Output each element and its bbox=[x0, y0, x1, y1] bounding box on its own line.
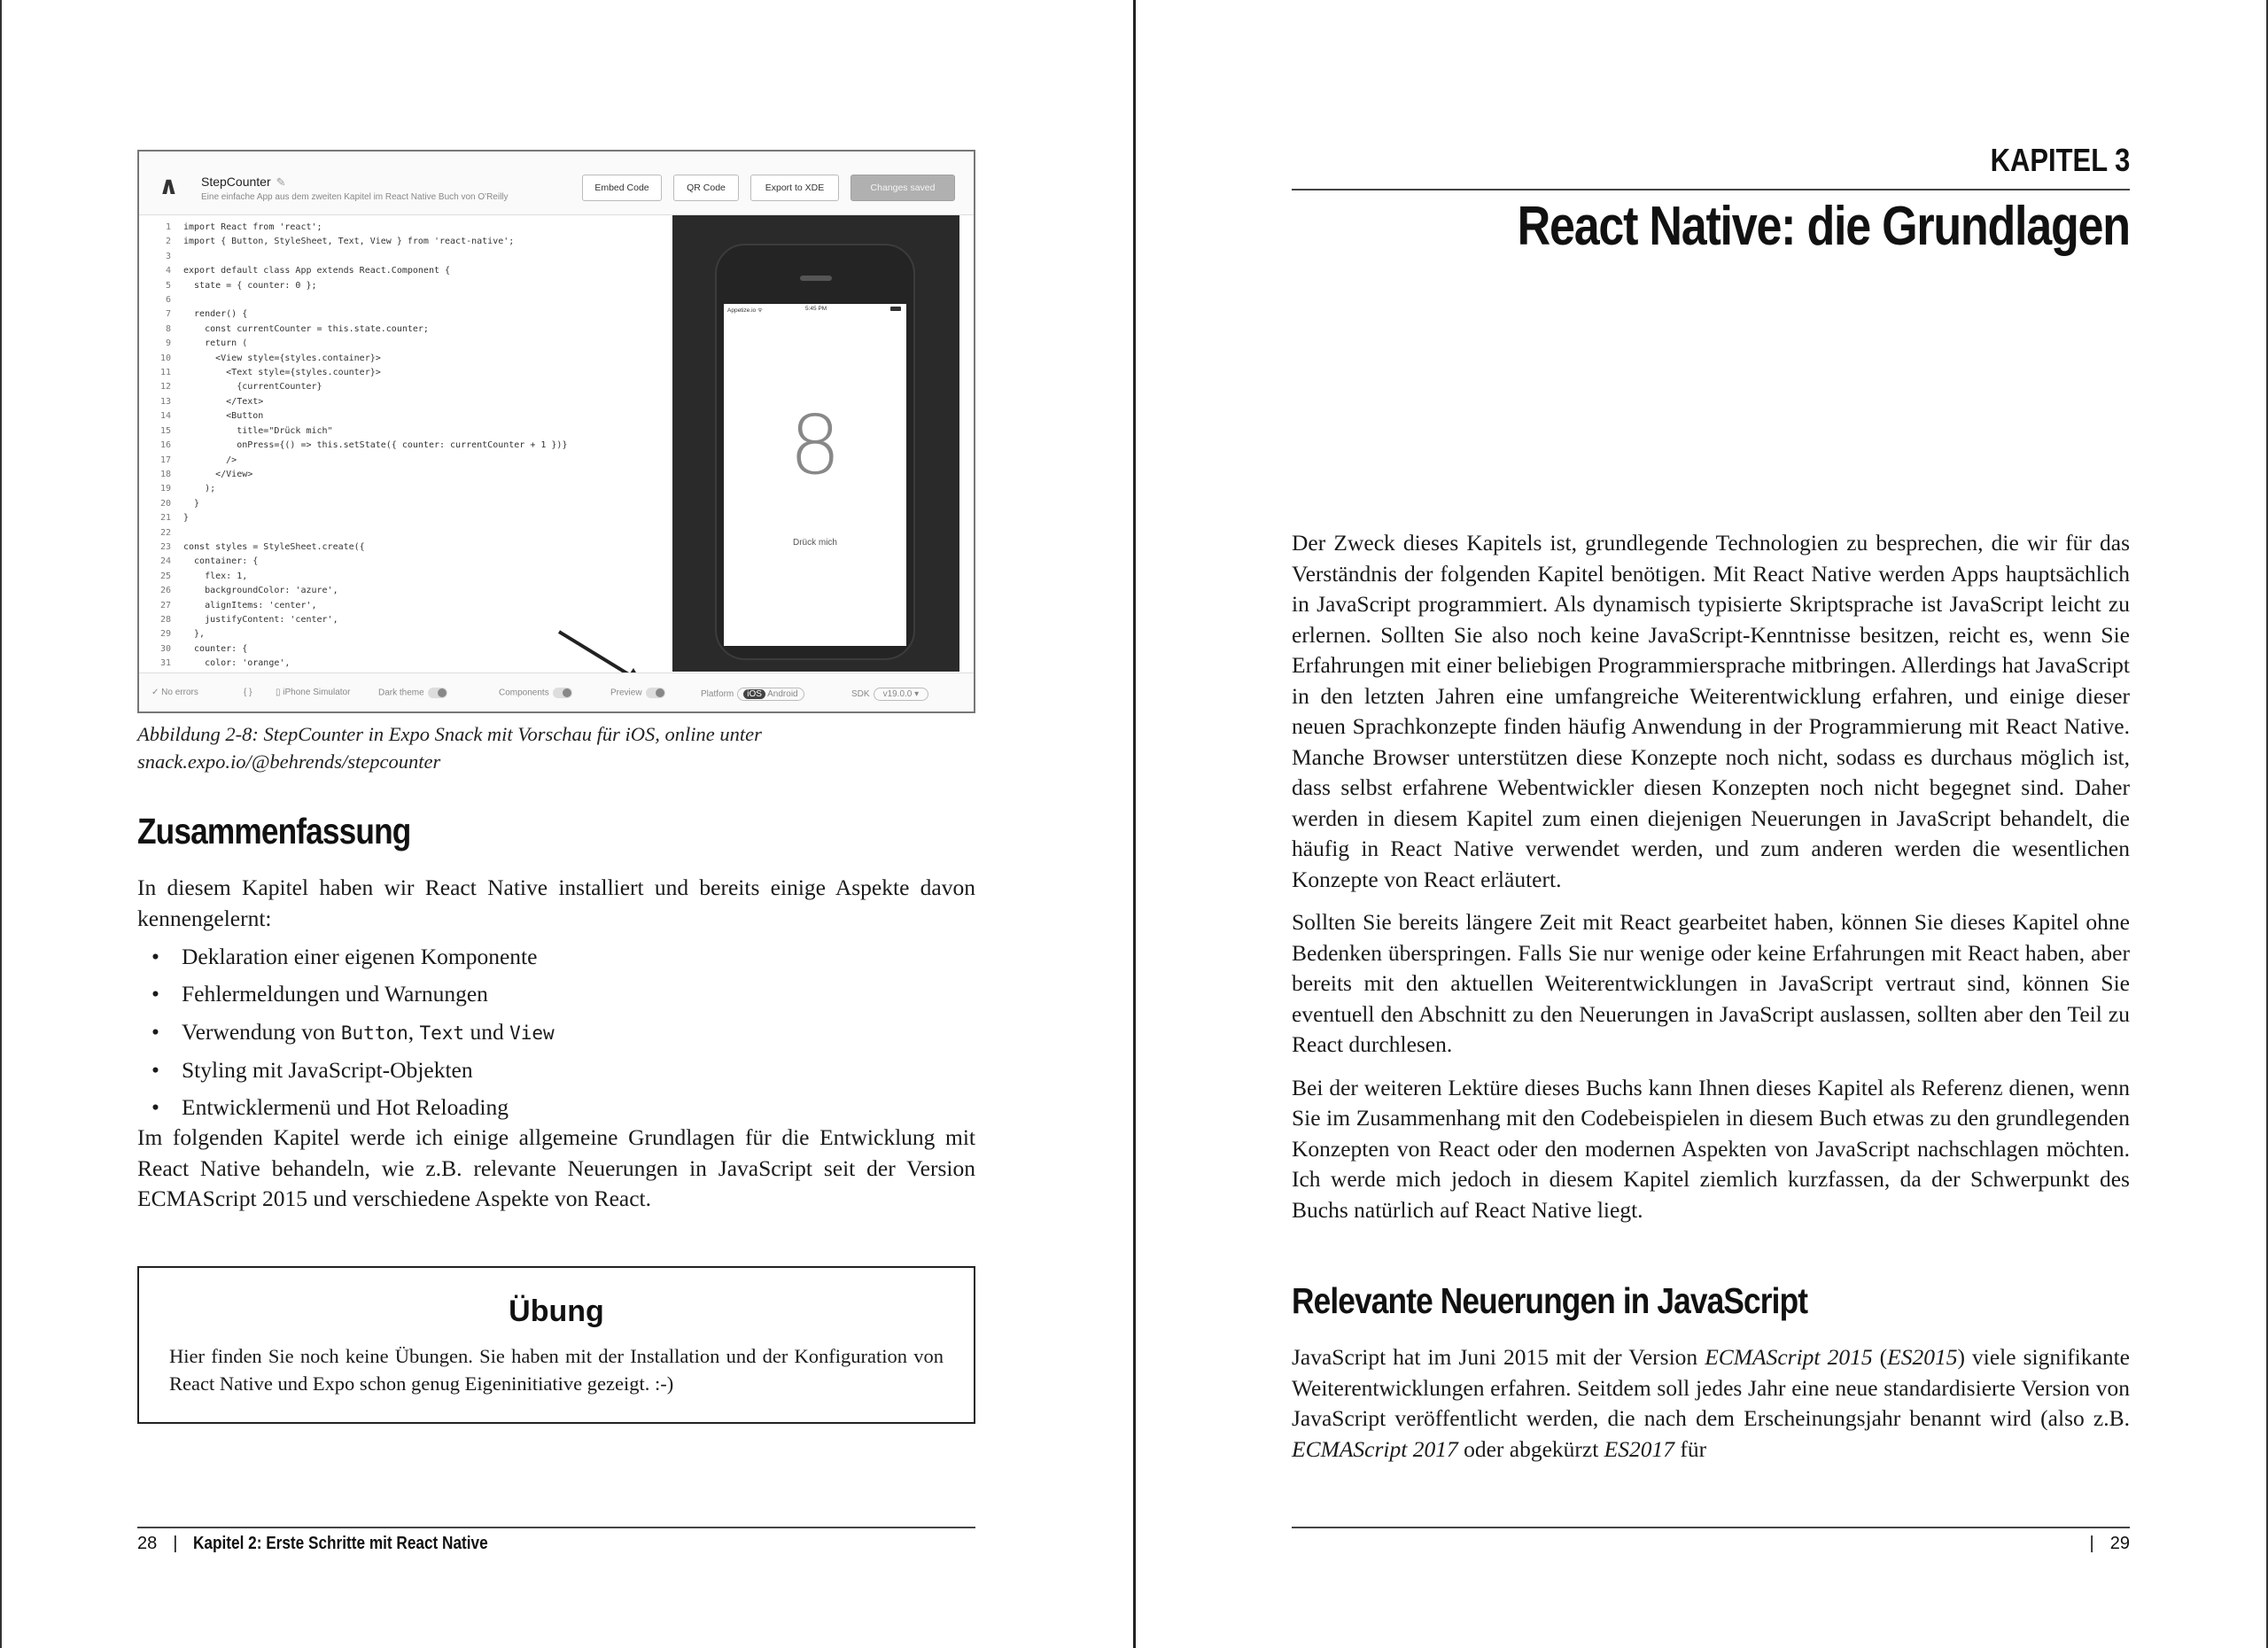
code-line bbox=[150, 657, 681, 671]
platform-ios: iOS bbox=[743, 689, 765, 699]
code-text: justifyContent: 'center', bbox=[183, 614, 338, 625]
emphasis: ES2015 bbox=[1887, 1344, 1958, 1370]
line-number: 20 bbox=[159, 498, 171, 509]
code-line bbox=[150, 454, 681, 468]
expo-snack-screenshot bbox=[137, 150, 975, 713]
line-number: 17 bbox=[159, 455, 171, 465]
sdk-label: SDK bbox=[851, 689, 870, 699]
phone-speaker bbox=[800, 276, 832, 281]
code-text: }, bbox=[183, 629, 206, 640]
code-line bbox=[150, 497, 681, 511]
paragraph: Bei der weiteren Lektüre dieses Buchs kann Ihnen dieses Kapitel als Referenz dienen, wenn Sie im Zusammenhang mit den Codebeispielen in diesem Buch etwas zu den grundlegenden Konzepten von React oder den modernen Aspekten von JavaScript nachschlagen möchten. Ich werde mich jedoch in diesem Kapitel ziemlich kurzfassen, da der Schwerpunkt des Buchs natürlich auf React Native liegt. bbox=[1292, 1074, 2130, 1223]
code-line bbox=[150, 570, 681, 584]
page-footer-left bbox=[137, 1534, 536, 1554]
snack-bottom-bar bbox=[139, 672, 974, 711]
exercise-text: Hier finden Sie noch keine Übungen. Sie haben mit der Installation und der Konfiguration von React Native und Expo schon genug Eigeninitiative gezeigt. :-) bbox=[169, 1345, 944, 1395]
counter-display: 8 bbox=[788, 398, 842, 493]
code-text: counter: { bbox=[183, 643, 248, 654]
emphasis: ECMAScript 2015 bbox=[1705, 1344, 1873, 1370]
chapter-label: KAPITEL 3 bbox=[1990, 142, 2130, 178]
code-text: import { Button, StyleSheet, Text, View } from 'react-native'; bbox=[183, 237, 515, 247]
code-text: </Text> bbox=[183, 396, 264, 407]
line-number: 4 bbox=[165, 266, 171, 276]
code-text: onPress={() => this.setState({ counter: currentCounter + 1 })} bbox=[183, 440, 568, 451]
code-line bbox=[150, 424, 681, 439]
line-number: 10 bbox=[159, 353, 171, 363]
line-number: 9 bbox=[165, 338, 171, 349]
summary-intro bbox=[137, 873, 975, 946]
line-number: 3 bbox=[165, 251, 171, 261]
list-item: • Deklaration einer eigenen Komponente bbox=[137, 938, 975, 976]
braces-icon: { } bbox=[244, 688, 252, 697]
code-text: import React from 'react'; bbox=[183, 222, 322, 232]
page-edge-left bbox=[0, 0, 2, 1648]
phone-status-bar bbox=[724, 304, 906, 315]
code-text: backgroundColor: 'azure', bbox=[183, 586, 338, 596]
footer-rule bbox=[137, 1527, 975, 1528]
page-number: 28 bbox=[137, 1534, 158, 1553]
line-number: 7 bbox=[165, 309, 171, 320]
line-number: 21 bbox=[159, 513, 171, 524]
list-item: • Entwicklermenü und Hot Reloading bbox=[137, 1089, 975, 1126]
text-run: für bbox=[1674, 1435, 1707, 1462]
line-number: 8 bbox=[165, 323, 171, 334]
list-item: • Styling mit JavaScript-Objekten bbox=[137, 1052, 975, 1089]
figure-caption: Abbildung 2-8: StepCounter in Expo Snack mit Vorschau für iOS, online unter snack.expo.io/@behrends/stepcounter bbox=[137, 723, 762, 773]
code-line bbox=[150, 337, 681, 351]
code-line bbox=[150, 293, 681, 307]
components-toggle bbox=[499, 688, 572, 698]
code-text: const styles = StyleSheet.create({ bbox=[183, 541, 365, 552]
line-number: 25 bbox=[159, 571, 171, 581]
chapter-title: React Native: die Grundlagen bbox=[1517, 196, 2130, 257]
code-line bbox=[150, 323, 681, 337]
code-line bbox=[150, 482, 681, 496]
code-line bbox=[150, 279, 681, 293]
code-line bbox=[150, 627, 681, 641]
project-title bbox=[201, 175, 286, 190]
code-line bbox=[150, 352, 681, 366]
line-number: 12 bbox=[159, 382, 171, 393]
components-label: Components bbox=[499, 688, 549, 698]
javascript-intro bbox=[1292, 1342, 2130, 1477]
no-errors-status: ✓ No errors bbox=[151, 688, 198, 697]
section-heading-javascript: Relevante Neuerungen in JavaScript bbox=[1292, 1280, 1808, 1321]
platform-android: Android bbox=[767, 689, 798, 699]
code-text: const currentCounter = this.state.counter; bbox=[183, 323, 429, 334]
right-page bbox=[1292, 0, 2130, 1648]
code-text: <Text style={styles.counter}> bbox=[183, 368, 381, 378]
line-number: 28 bbox=[159, 614, 171, 625]
platform-label: Platform bbox=[701, 689, 734, 699]
iphone-frame bbox=[715, 244, 915, 660]
chapter-intro bbox=[1292, 528, 2130, 1238]
list-item-sep: , bbox=[408, 1018, 420, 1045]
status-carrier: Appetize.io ᯤ bbox=[727, 307, 763, 314]
dark-theme-label: Dark theme bbox=[378, 688, 424, 698]
changes-saved-button: Changes saved bbox=[850, 175, 955, 201]
export-xde-button: Export to XDE bbox=[750, 175, 839, 201]
list-item-sep: und bbox=[464, 1018, 510, 1045]
platform-selector bbox=[701, 688, 804, 701]
line-number: 23 bbox=[159, 541, 171, 552]
sdk-version: v19.0.0 ▾ bbox=[874, 688, 929, 701]
code-line bbox=[150, 409, 681, 424]
code-line bbox=[150, 555, 681, 569]
running-chapter-title: Kapitel 2: Erste Schritte mit React Native bbox=[193, 1534, 489, 1553]
footer-rule bbox=[1292, 1527, 2130, 1528]
line-number: 6 bbox=[165, 295, 171, 306]
code-text: color: 'orange', bbox=[183, 658, 291, 669]
line-number: 2 bbox=[165, 237, 171, 247]
toggle-icon bbox=[646, 688, 665, 698]
preview-label: Preview bbox=[610, 688, 642, 698]
list-item-text: Verwendung von bbox=[182, 1018, 341, 1045]
pencil-icon: ✎ bbox=[276, 175, 286, 189]
code-line bbox=[150, 526, 681, 540]
emphasis: ES2017 bbox=[1604, 1435, 1674, 1462]
section-heading-summary: Zusammenfassung bbox=[137, 811, 411, 851]
preview-toggle bbox=[610, 688, 665, 698]
page-footer-right bbox=[2074, 1534, 2130, 1554]
line-number: 16 bbox=[159, 440, 171, 451]
code-line bbox=[150, 221, 681, 235]
line-number: 26 bbox=[159, 586, 171, 596]
line-number: 5 bbox=[165, 280, 171, 291]
code-text: /> bbox=[183, 455, 237, 465]
line-number: 1 bbox=[165, 222, 171, 232]
code-line bbox=[150, 511, 681, 525]
line-number: 22 bbox=[159, 527, 171, 538]
summary-intro-text: In diesem Kapitel haben wir React Native installiert und bereits einige Aspekte davon kennengelernt: bbox=[137, 875, 975, 931]
status-time: 5:45 PM bbox=[805, 306, 827, 312]
line-number: 27 bbox=[159, 600, 171, 610]
list-item: • Fehlermeldungen und Warnungen bbox=[137, 976, 975, 1013]
dark-theme-toggle bbox=[378, 688, 447, 698]
line-number: 18 bbox=[159, 469, 171, 479]
text-run: oder abgekürzt bbox=[1457, 1435, 1604, 1462]
press-me-button: Drück mich bbox=[792, 538, 837, 548]
left-page bbox=[137, 0, 975, 1648]
code-line bbox=[150, 395, 681, 409]
code-line bbox=[150, 366, 681, 380]
line-number: 11 bbox=[159, 368, 171, 378]
code-line bbox=[150, 584, 681, 598]
code-text: state = { counter: 0 }; bbox=[183, 280, 317, 291]
sdk-selector bbox=[851, 688, 928, 701]
code-line bbox=[150, 540, 681, 555]
exercise-title: Übung bbox=[509, 1294, 604, 1328]
code-text: {currentCounter} bbox=[183, 382, 322, 393]
platform-segment bbox=[737, 688, 804, 701]
code-text: return ( bbox=[183, 338, 248, 349]
book-spine bbox=[1133, 0, 1136, 1648]
embed-code-button: Embed Code bbox=[582, 175, 662, 201]
code-line bbox=[150, 380, 681, 394]
footer-separator: | bbox=[2089, 1534, 2094, 1553]
toggle-icon bbox=[428, 688, 447, 698]
code-text: alignItems: 'center', bbox=[183, 600, 317, 610]
device-preview bbox=[672, 215, 959, 672]
line-number: 13 bbox=[159, 396, 171, 407]
paragraph: Der Zweck dieses Kapitels ist, grundlegende Technologien zu besprechen, die wir für das Verständnis der folgenden Kapitel benötigen. Mit React Native werden Apps hauptsächlich in JavaScript programmiert. Als dynamisch typisierte Skriptsprache ist JavaScript leicht zu erlernen. Sollten Sie also noch keine JavaScript-Kenntnisse besitzen, reicht es, wenn Sie Erfahrungen mit einer beliebigen Programmiersprache mitbringen. Allerdings hat JavaScript in den letzten Jahren eine umfangreiche Weiterentwicklung erfahren, und einige dieser neuen Sprachkonzepte finden häufig Anwendung in der Programmierung mit React Native. Manche Browser unterstützen diese Konzepte noch nicht, sodass es durchaus möglich ist, dass selbst erfahrene Webentwickler diesen Konzepten noch nicht begegnet sind. Daher werden in diesem Kapitel zum einen diejenigen Neuerungen in JavaScript behandelt, die häufig in React Native verwendet werden, und zum anderen werden die wesentlichen Konzepte von React erläutert. bbox=[1292, 530, 2130, 892]
code-line bbox=[150, 307, 681, 322]
code-text: } bbox=[183, 498, 200, 509]
code-line bbox=[150, 642, 681, 657]
project-title-text: StepCounter bbox=[201, 175, 271, 189]
code-text: export default class App extends React.Component { bbox=[183, 266, 451, 276]
expo-logo-icon: ∧ bbox=[159, 171, 179, 200]
summary-bullet-list bbox=[137, 938, 975, 1126]
qr-code-button: QR Code bbox=[673, 175, 739, 201]
footer-separator: | bbox=[173, 1534, 178, 1553]
text-run: JavaScript hat im Juni 2015 mit der Version bbox=[1292, 1344, 1705, 1370]
line-number: 31 bbox=[159, 658, 171, 669]
battery-icon bbox=[890, 307, 901, 311]
paragraph: Sollten Sie bereits längere Zeit mit React gearbeitet haben, können Sie dieses Kapitel ohne Bedenken überspringen. Falls Sie nur wenige oder keine Erfahrungen mit React haben, aber bereits mit den aktuellen Weiterentwicklungen in JavaScript vertraut sind, können Sie eventuell den Abschnitt zu den Neuerungen in JavaScript auslassen, sollten aber den Teil zu React durchlesen. bbox=[1292, 909, 2130, 1057]
code-button: Button bbox=[340, 1022, 408, 1044]
code-text: flex: 1, bbox=[183, 571, 248, 581]
phone-screen bbox=[724, 304, 906, 646]
line-number: 30 bbox=[159, 643, 171, 654]
text-run: ) viele signifikante Weiterentwicklungen erfahren. Seitdem soll jedes Jahr eine neue standardisierte Version von JavaScript veröffentlicht werden, die nach dem Erscheinungsjahr benannt wird (also z.B. bbox=[1292, 1344, 2130, 1431]
toggle-icon bbox=[553, 688, 572, 698]
code-text: render() { bbox=[183, 309, 248, 320]
line-number: 19 bbox=[159, 484, 171, 494]
code-text: container: { bbox=[183, 556, 259, 567]
code-view: View bbox=[509, 1022, 555, 1044]
line-number: 29 bbox=[159, 629, 171, 640]
list-item bbox=[137, 1014, 975, 1052]
summary-outro bbox=[137, 1123, 975, 1227]
summary-outro-text: Im folgenden Kapitel werde ich einige allgemeine Grundlagen für die Entwicklung mit React Native behandeln, wie z.B. relevante Neuerungen in JavaScript seit der Version ECMAScript 2015 und verschiedene Aspekte von React. bbox=[137, 1124, 975, 1211]
line-number: 24 bbox=[159, 556, 171, 567]
code-line bbox=[150, 439, 681, 453]
line-number: 14 bbox=[159, 411, 171, 422]
chapter-rule bbox=[1292, 189, 2130, 190]
iphone-simulator-label: ▯ iPhone Simulator bbox=[276, 688, 351, 697]
line-number: 15 bbox=[159, 425, 171, 436]
emphasis: ECMAScript 2017 bbox=[1292, 1435, 1458, 1462]
code-line bbox=[150, 264, 681, 278]
code-text: <View style={styles.container}> bbox=[183, 353, 381, 363]
code-text: title="Drück mich" bbox=[183, 425, 333, 436]
paragraph bbox=[1292, 1342, 2130, 1465]
code-text: </View> bbox=[183, 469, 253, 479]
code-text: ); bbox=[183, 484, 216, 494]
page-number: 29 bbox=[2109, 1534, 2130, 1553]
code-text: } bbox=[183, 513, 190, 524]
code-text: <Button bbox=[183, 411, 264, 422]
code-line bbox=[150, 468, 681, 482]
code-text: Text bbox=[419, 1022, 465, 1044]
text-run: ( bbox=[1872, 1344, 1888, 1370]
code-line bbox=[150, 235, 681, 249]
code-line bbox=[150, 613, 681, 627]
code-line bbox=[150, 250, 681, 264]
project-subtitle: Eine einfache App aus dem zweiten Kapitel im React Native Buch von O'Reilly bbox=[201, 192, 509, 202]
code-editor bbox=[150, 221, 681, 669]
snack-header bbox=[139, 152, 974, 215]
code-line bbox=[150, 599, 681, 613]
exercise-box bbox=[137, 1266, 975, 1424]
